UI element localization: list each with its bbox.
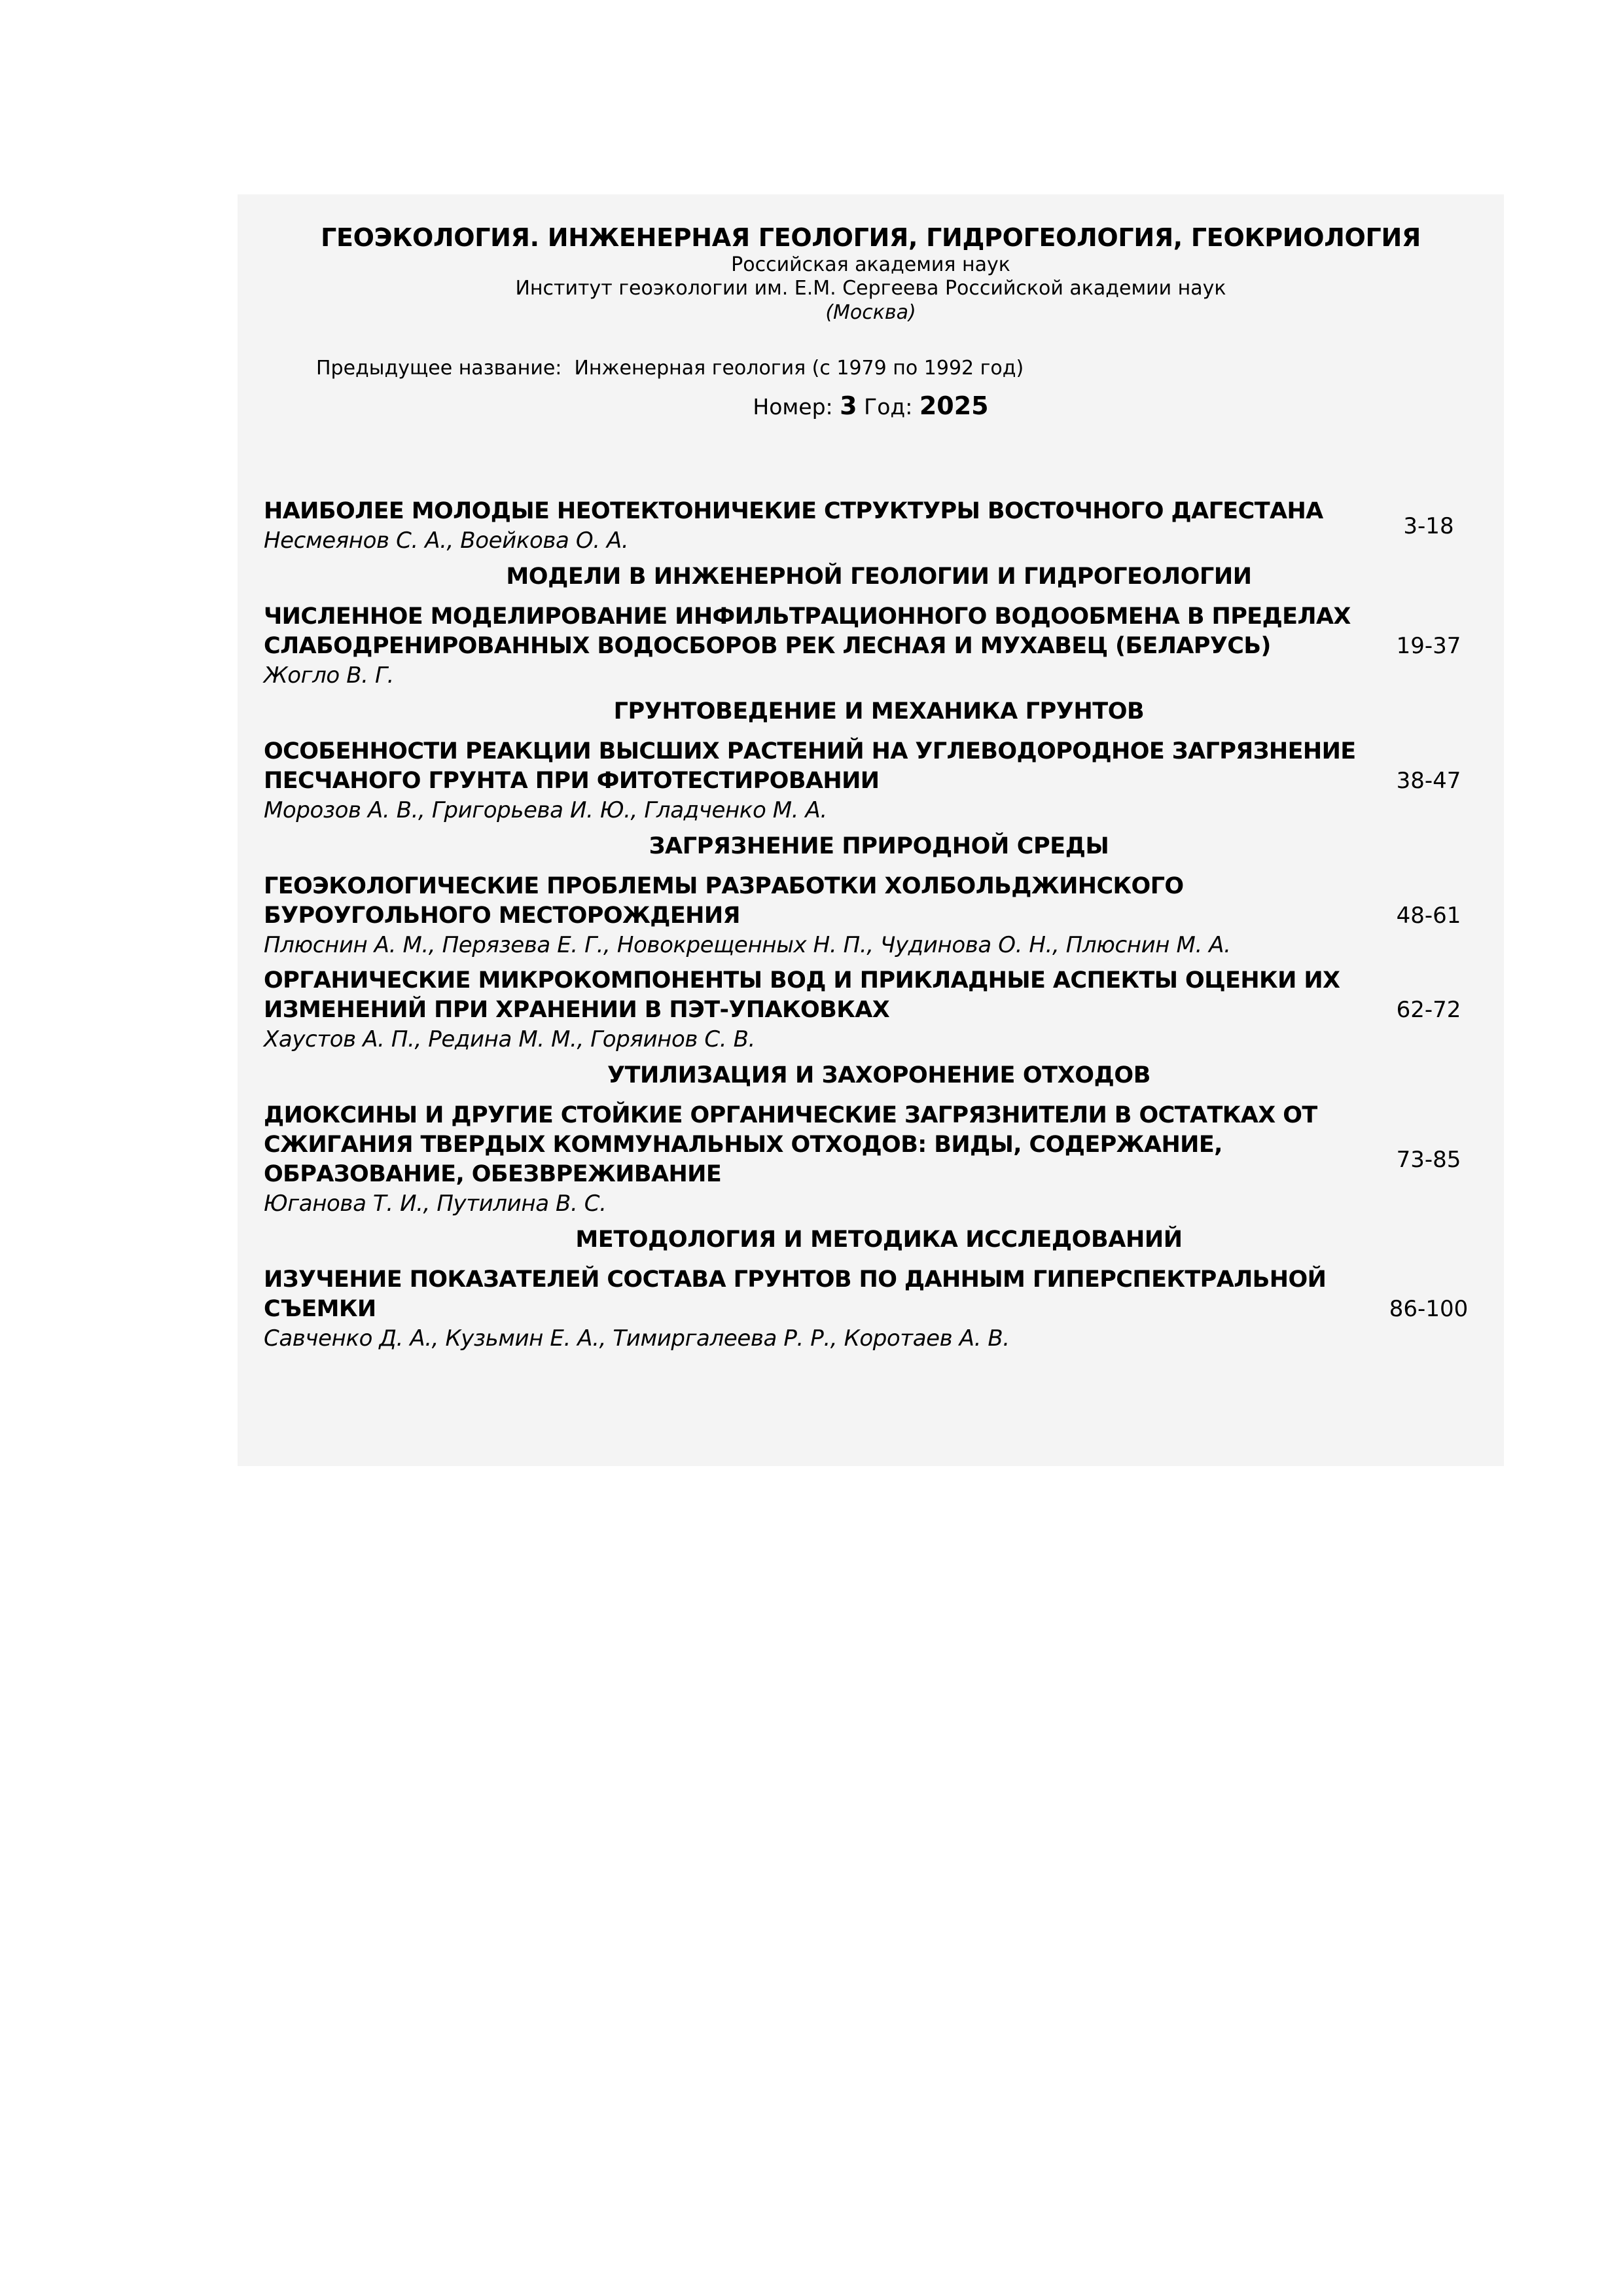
article-authors: Жогло В. Г. (264, 662, 394, 689)
article-authors: Хаустов А. П., Редина М. М., Горяинов С. В. (264, 1026, 755, 1052)
previous-name-value: Инженерная геология (с 1979 по 1992 год) (574, 357, 1024, 380)
article-pages: 38-47 (1396, 768, 1461, 794)
journal-contents-panel (238, 194, 1504, 1466)
section-heading: УТИЛИЗАЦИЯ И ЗАХОРОНЕНИЕ ОТХОДОВ (607, 1062, 1150, 1088)
issue-label: Номер: (753, 394, 833, 420)
article-authors: Юганова Т. И., Путилина В. С. (264, 1191, 607, 1217)
article-title[interactable]: ГЕОЭКОЛОГИЧЕСКИЕ ПРОБЛЕМЫ РАЗРАБОТКИ ХОЛБОЛЬДЖИНСКОГО БУРОУГОЛЬНОГО МЕСТОРОЖДЕНИЯ (264, 873, 1184, 929)
section-heading: ЗАГРЯЗНЕНИЕ ПРИРОДНОЙ СРЕДЫ (649, 833, 1109, 859)
article-entry (264, 497, 1494, 555)
previous-name (316, 357, 1024, 380)
article-entry (264, 602, 1494, 690)
article-pages: 62-72 (1396, 997, 1461, 1023)
section-heading: ГРУНТОВЕДЕНИЕ И МЕХАНИКА ГРУНТОВ (613, 698, 1145, 725)
year-label: Год: (864, 394, 913, 420)
article-entry (264, 872, 1494, 960)
article-authors: Морозов А. В., Григорьева И. Ю., Гладченко М. А. (264, 797, 827, 823)
article-authors: Несмеянов С. А., Воейкова О. А. (264, 528, 629, 554)
article-pages: 19-37 (1396, 633, 1461, 659)
academy-name: Российская академия наук (731, 253, 1010, 276)
article-pages: 3-18 (1403, 512, 1454, 539)
article-title[interactable]: ОСОБЕННОСТИ РЕАКЦИИ ВЫСШИХ РАСТЕНИЙ НА УГЛЕВОДОРОДНОЕ ЗАГРЯЗНЕНИЕ ПЕСЧАНОГО ГРУНТА ПРИ ФИТОТЕСТИРОВАНИИ (264, 738, 1356, 794)
section-heading: МОДЕЛИ В ИНЖЕНЕРНОЙ ГЕОЛОГИИ И ГИДРОГЕОЛОГИИ (506, 564, 1252, 590)
institute-name: Институт геоэкологии им. Е.М. Сергеева Российской академии наук (515, 277, 1226, 300)
previous-name-label: Предыдущее название: (316, 357, 562, 380)
article-title[interactable]: ИЗУЧЕНИЕ ПОКАЗАТЕЛЕЙ СОСТАВА ГРУНТОВ ПО ДАННЫМ ГИПЕРСПЕКТРАЛЬНОЙ СЪЕМКИ (264, 1266, 1327, 1322)
article-title[interactable]: НАИБОЛЕЕ МОЛОДЫЕ НЕОТЕКТОНИЧЕКИЕ СТРУКТУРЫ ВОСТОЧНОГО ДАГЕСТАНА (264, 498, 1323, 524)
issue-line (238, 392, 1504, 421)
city: (Москва) (825, 301, 916, 324)
article-pages: 48-61 (1396, 903, 1461, 929)
article-title[interactable]: ЧИСЛЕННОЕ МОДЕЛИРОВАНИЕ ИНФИЛЬТРАЦИОННОГО ВОДООБМЕНА В ПРЕДЕЛАХ СЛАБОДРЕНИРОВАННЫХ ВОДОСБОРОВ РЕК ЛЕСНАЯ И МУХАВЕЦ (БЕЛАРУСЬ) (264, 603, 1351, 659)
article-pages: 86-100 (1389, 1296, 1469, 1322)
article-entry (264, 1101, 1494, 1218)
section-heading: МЕТОДОЛОГИЯ И МЕТОДИКА ИССЛЕДОВАНИЙ (575, 1227, 1183, 1253)
article-authors: Плюснин А. М., Перязева Е. Г., Новокрещенных Н. П., Чудинова О. Н., Плюснин М. А. (264, 932, 1231, 958)
article-title[interactable]: ДИОКСИНЫ И ДРУГИЕ СТОЙКИЕ ОРГАНИЧЕСКИЕ ЗАГРЯЗНИТЕЛИ В ОСТАТКАХ ОТ СЖИГАНИЯ ТВЕРДЫХ КОММУНАЛЬНЫХ ОТХОДОВ: ВИДЫ, СОДЕРЖАНИЕ, ОБРАЗОВАНИЕ, ОБЕЗВРЕЖИВАНИЕ (264, 1102, 1317, 1187)
article-authors: Савченко Д. А., Кузьмин Е. А., Тимиргалеева Р. Р., Коротаев А. В. (264, 1325, 1010, 1352)
article-entry (264, 737, 1494, 825)
table-of-contents (264, 497, 1494, 1359)
article-pages: 73-85 (1396, 1146, 1461, 1173)
year-value: 2025 (919, 391, 989, 420)
article-title[interactable]: ОРГАНИЧЕСКИЕ МИКРОКОМПОНЕНТЫ ВОД И ПРИКЛАДНЫЕ АСПЕКТЫ ОЦЕНКИ ИХ ИЗМЕНЕНИЙ ПРИ ХРАНЕНИИ В ПЭТ-УПАКОВКАХ (264, 967, 1340, 1023)
journal-title: ГЕОЭКОЛОГИЯ. ИНЖЕНЕРНАЯ ГЕОЛОГИЯ, ГИДРОГЕОЛОГИЯ, ГЕОКРИОЛОГИЯ (321, 223, 1421, 252)
article-entry (264, 966, 1494, 1054)
article-entry (264, 1265, 1494, 1353)
journal-header (238, 194, 1504, 325)
issue-number: 3 (840, 391, 857, 420)
